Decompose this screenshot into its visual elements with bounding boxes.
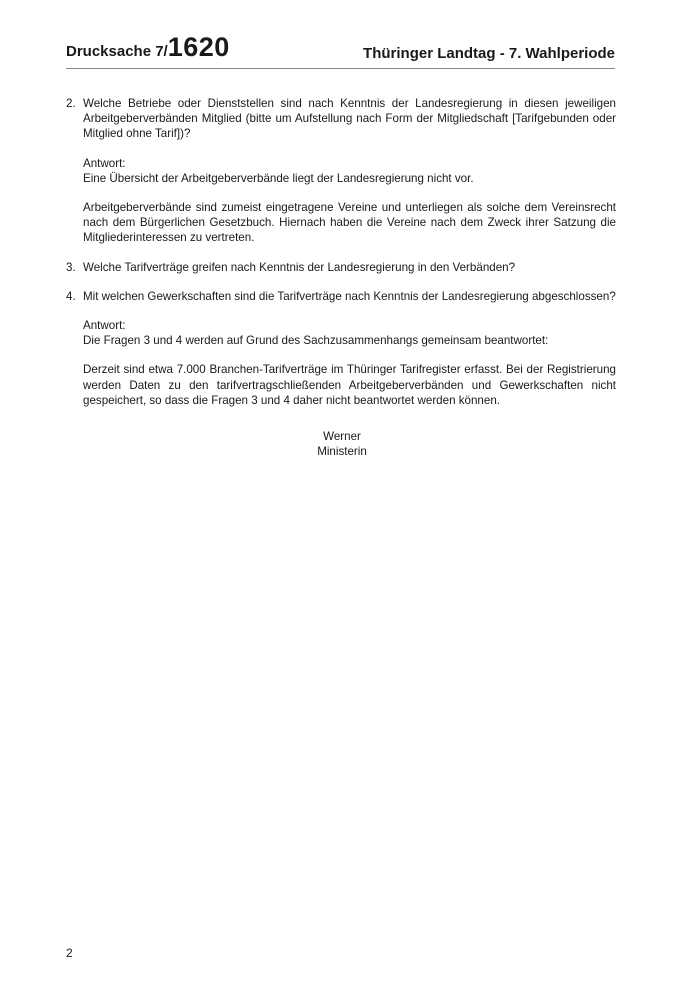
question-number: 4. — [66, 289, 76, 303]
answer-block — [83, 318, 616, 348]
question-number: 3. — [66, 260, 76, 274]
signatory-name: Werner — [323, 430, 361, 443]
page-number: 2 — [66, 946, 73, 960]
document-reference — [66, 32, 230, 63]
page-header — [66, 34, 615, 69]
signature-block — [0, 429, 684, 459]
answer-label: Antwort: — [83, 319, 126, 333]
question-text: Mit welchen Gewerkschaften sind die Tarifverträge nach Kenntnis der Landesregierung abgeschlossen? — [83, 289, 616, 303]
question-item-4 — [66, 289, 616, 408]
answer-paragraph: Derzeit sind etwa 7.000 Branchen-Tarifverträge im Thüringer Tarifregister erfasst. Bei der Registrierung werden Daten zu den tarifvertragschließenden Arbeitgeberverbänden und Gewerkschaften nicht gespeichert, so dass die Fragen 3 und 4 daher nicht beantwortet werden können. — [83, 363, 616, 407]
question-text: Welche Betriebe oder Dienststellen sind nach Kenntnis der Landesregierung in diesen jeweiligen Arbeitgeberverbänden Mitglied (bitte um Aufstellung nach Form der Mitgliedschaft [Tarifgebunden oder Mitglied ohne Tarif])? — [83, 97, 616, 141]
question-item-2 — [66, 96, 616, 246]
question-number: 2. — [66, 97, 76, 110]
answer-label: Antwort: — [83, 156, 126, 170]
answer-text: Eine Übersicht der Arbeitgeberverbände liegt der Landesregierung nicht vor. — [83, 171, 474, 185]
question-item-3 — [66, 260, 616, 275]
answer-paragraph: Arbeitgeberverbände sind zumeist eingetragene Vereine und unterliegen als solche dem Vereinsrecht nach dem Bürgerlichen Gesetzbuch. Hiernach haben die Vereine nach dem Zweck ihrer Satzung die Mitgliederinteressen zu vertreten. — [83, 201, 616, 245]
document-number: 1620 — [167, 32, 230, 62]
parliament-title: Thüringer Landtag - 7. Wahlperiode — [363, 45, 615, 62]
signatory-role: Ministerin — [317, 445, 367, 459]
question-text: Welche Tarifverträge greifen nach Kenntnis der Landesregierung in den Verbänden? — [83, 260, 516, 274]
answer-block — [83, 156, 616, 186]
answer-text: Die Fragen 3 und 4 werden auf Grund des Sachzusammenhangs gemeinsam beantwortet: — [83, 334, 549, 348]
document-body — [66, 96, 616, 422]
document-reference-prefix: Drucksache 7/ — [66, 43, 168, 60]
